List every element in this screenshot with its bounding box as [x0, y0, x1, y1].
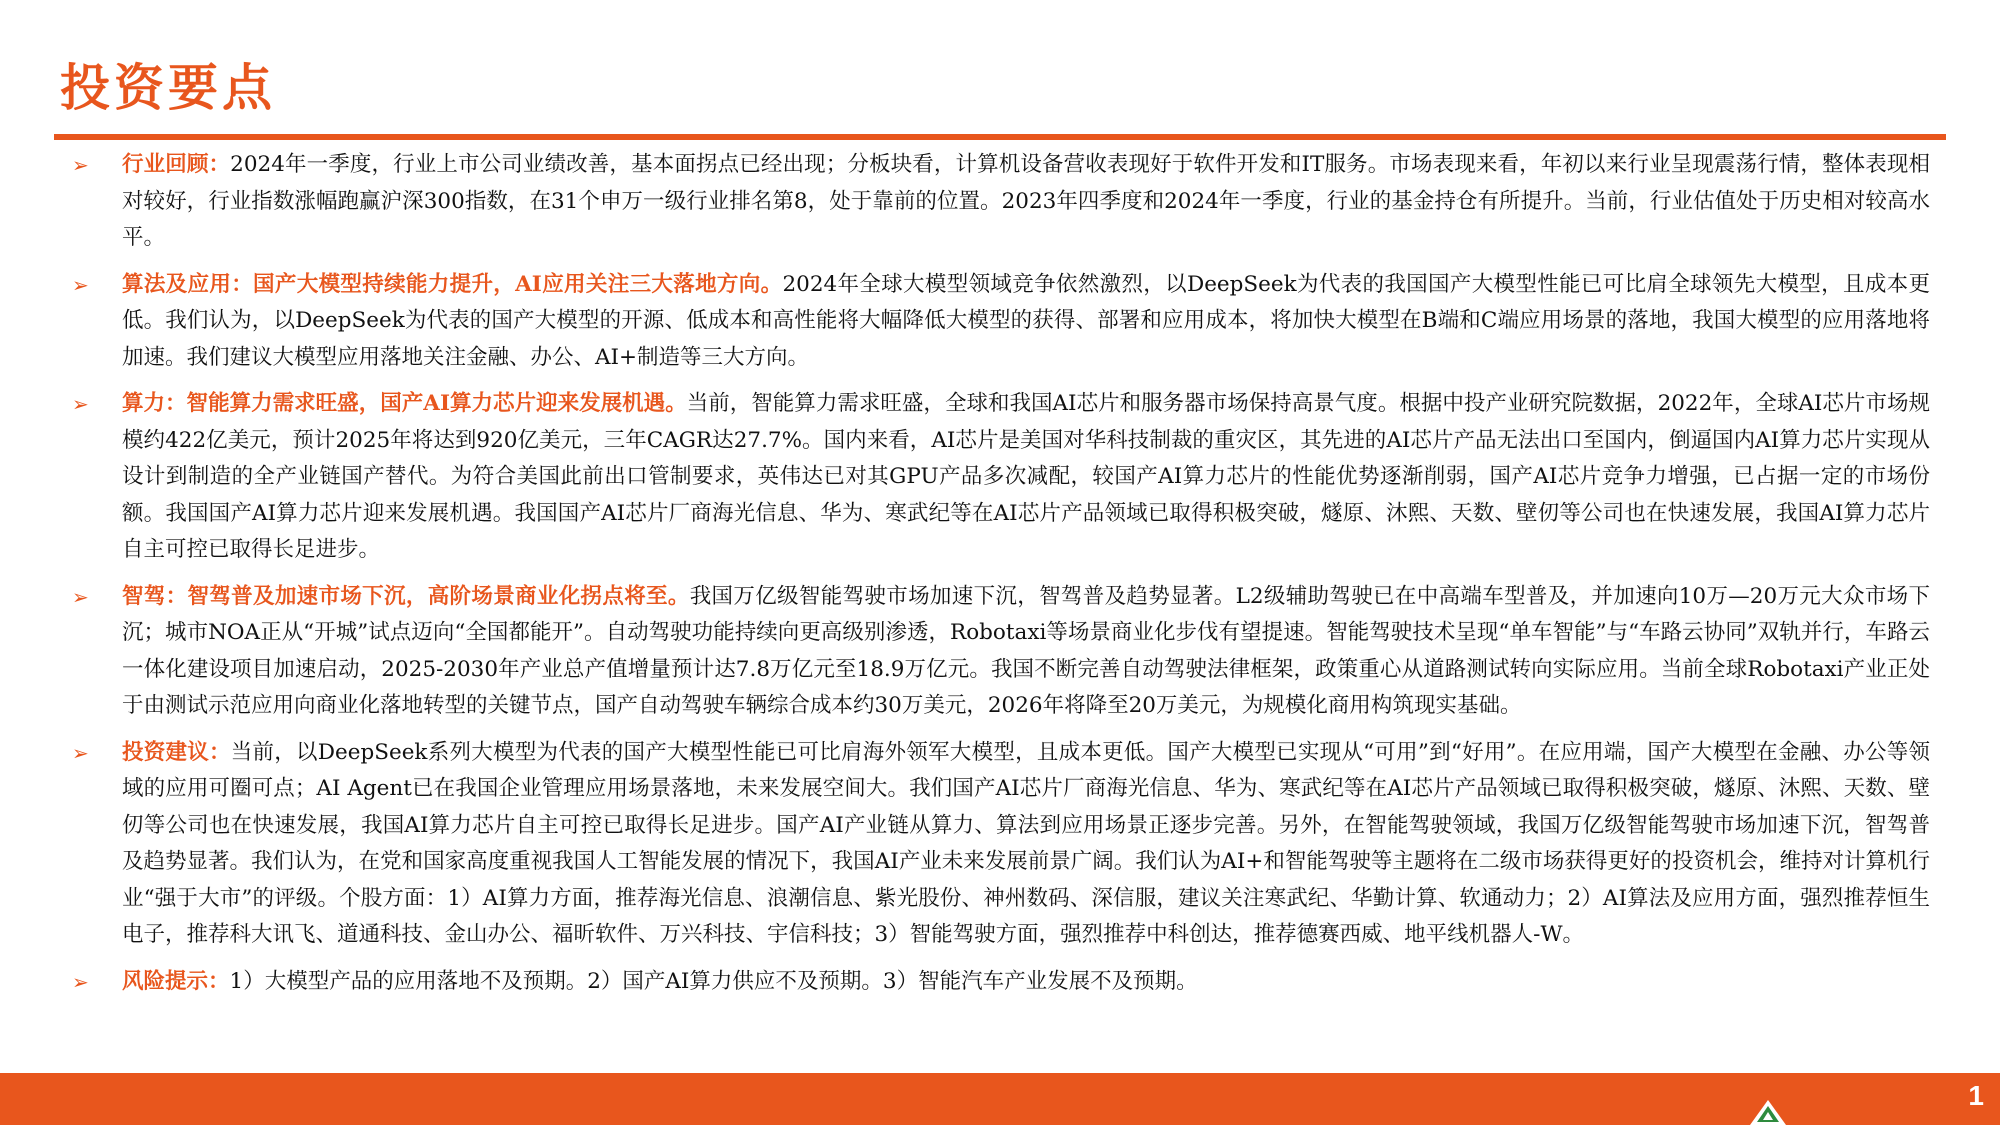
bullet-risk-warning	[72, 964, 1930, 1001]
bullet-heading: 智驾：智驾普及加速市场下沉，高阶场景商业化拐点将至。	[122, 583, 690, 609]
arrow-bullet-icon: ➢	[72, 392, 89, 416]
bullet-text: 当前，以DeepSeek系列大模型为代表的国产大模型性能已可比肩海外领军大模型，且成本更低。国产大模型已实现从“可用”到“好用”。在应用端，国产大模型在金融、办公等领域的应用可圈可点；AI Agent已在我国企业管理应用场景落地，未来发展空间大。我们国产AI芯片厂商海光信息、华为、寒武纪等在AI芯片产品领域已取得积极突破，燧原、沐熙、天数、壁仞等公司也在快速发展，我国AI算力芯片自主可控已取得长足进步。国产AI产业链从算力、算法到应用场景正逐步完善。另外，在智能驾驶领域，我国万亿级智能驾驶市场加速下沉，智驾普及趋势显著。我们认为，在党和国家高度重视我国人工智能发展的情况下，我国AI产业未来发展前景广阔。我们认为AI+和智能驾驶等主题将在二级市场获得更好的投资机会，维持对计算机行业“强于大市”的评级。个股方面：1）AI算力方面，推荐海光信息、浪潮信息、紫光股份、神州数码、深信服，建议关注寒武纪、华勤计算、软通动力；2）AI算法及应用方面，强烈推荐恒生电子，推荐科大讯飞、道通科技、金山办公、福昕软件、万兴科技、宇信科技；3）智能驾驶方面，强烈推荐中科创达，推荐德赛西威、地平线机器人-W。	[122, 739, 1930, 947]
bullet-heading: 投资建议：	[122, 739, 231, 765]
bullet-text: 1）大模型产品的应用落地不及预期。2）国产AI算力供应不及预期。3）智能汽车产业发展不及预期。	[229, 968, 1198, 994]
arrow-bullet-icon: ➢	[72, 969, 89, 994]
footer-logo-icon	[1748, 1098, 1788, 1125]
arrow-bullet-icon: ➢	[72, 584, 89, 609]
arrow-bullet-icon: ➢	[72, 272, 89, 297]
bullet-algorithm-application	[72, 267, 1930, 377]
bullet-text: 当前，智能算力需求旺盛，全球和我国AI芯片和服务器市场保持高景气度。根据中投产业研究院数据，2022年，全球AI芯片市场规模约422亿美元，预计2025年将达到920亿美元，三年CAGR达27.7%。国内来看，AI芯片是美国对华科技制裁的重灾区，其先进的AI芯片产品无法出口至国内，倒逼国内AI算力芯片实现从设计到制造的全产业链国产替代。为符合美国此前出口管制要求，英伟达已对其GPU产品多次减配，较国产AI算力芯片的性能优势逐渐削弱，国产AI芯片竞争力增强，已占据一定的市场份额。我国国产AI算力芯片迎来发展机遇。我国国产AI芯片厂商海光信息、华为、寒武纪等在AI芯片产品领域已取得积极突破，燧原、沐熙、天数、壁仞等公司也在快速发展，我国AI算力芯片自主可控已取得长足进步。	[122, 391, 1930, 562]
bullet-text: 2024年一季度，行业上市公司业绩改善，基本面拐点已经出现；分板块看，计算机设备营收表现好于软件开发和IT服务。市场表现来看，年初以来行业呈现震荡行情，整体表现相对较好，行业指数涨幅跑赢沪深300指数，在31个申万一级行业排名第8，处于靠前的位置。2023年四季度和2024年一季度，行业的基金持仓有所提升。当前，行业估值处于历史相对较高水平。	[122, 152, 1930, 250]
bullet-heading: 行业回顾：	[122, 152, 231, 177]
bullet-investment-advice	[72, 735, 1930, 954]
page-title: 投资要点	[60, 58, 276, 117]
arrow-bullet-icon: ➢	[72, 740, 89, 765]
bullet-heading: 风险提示：	[122, 968, 230, 994]
bullet-heading: 算法及应用：国产大模型持续能力提升，AI应用关注三大落地方向。	[122, 271, 783, 297]
bullet-heading: 算力：智能算力需求旺盛，国产AI算力芯片迎来发展机遇。	[122, 391, 687, 416]
key-points-list	[72, 147, 1930, 1010]
bullet-industry-review	[72, 147, 1930, 257]
bullet-computing-power	[72, 386, 1930, 569]
title-divider	[54, 134, 1946, 140]
bullet-text: 我国万亿级智能驾驶市场加速下沉，智驾普及趋势显著。L2级辅助驾驶已在中高端车型普及，并加速向10万—20万元大众市场下沉；城市NOA正从“开城”试点迈向“全国都能开”。自动驾驶功能持续向更高级别渗透，Robotaxi等场景商业化步伐有望提速。智能驾驶技术呈现“单车智能”与“车路云协同”双轨并行，车路云一体化建设项目加速启动，2025-2030年产业总产值增量预计达7.8万亿元至18.9万亿元。我国不断完善自动驾驶法律框架，政策重心从道路测试转向实际应用。当前全球Robotaxi产业正处于由测试示范应用向商业化落地转型的关键节点，国产自动驾驶车辆综合成本约30万美元，2026年将降至20万美元，为规模化商用构筑现实基础。	[122, 583, 1930, 718]
arrow-bullet-icon: ➢	[72, 153, 89, 177]
bullet-text: 2024年全球大模型领域竞争依然激烈，以DeepSeek为代表的我国国产大模型性能已可比肩全球领先大模型，且成本更低。我们认为，以DeepSeek为代表的国产大模型的开源、低成本和高性能将大幅降低大模型的获得、部署和应用成本，将加快大模型在B端和C端应用场景的落地，我国大模型的应用落地将加速。我们建议大模型应用落地关注金融、办公、AI+制造等三大方向。	[122, 271, 1931, 370]
footer-bar	[0, 1073, 2000, 1125]
page-number: 1	[1968, 1080, 1984, 1111]
bullet-intelligent-driving	[72, 579, 1930, 725]
